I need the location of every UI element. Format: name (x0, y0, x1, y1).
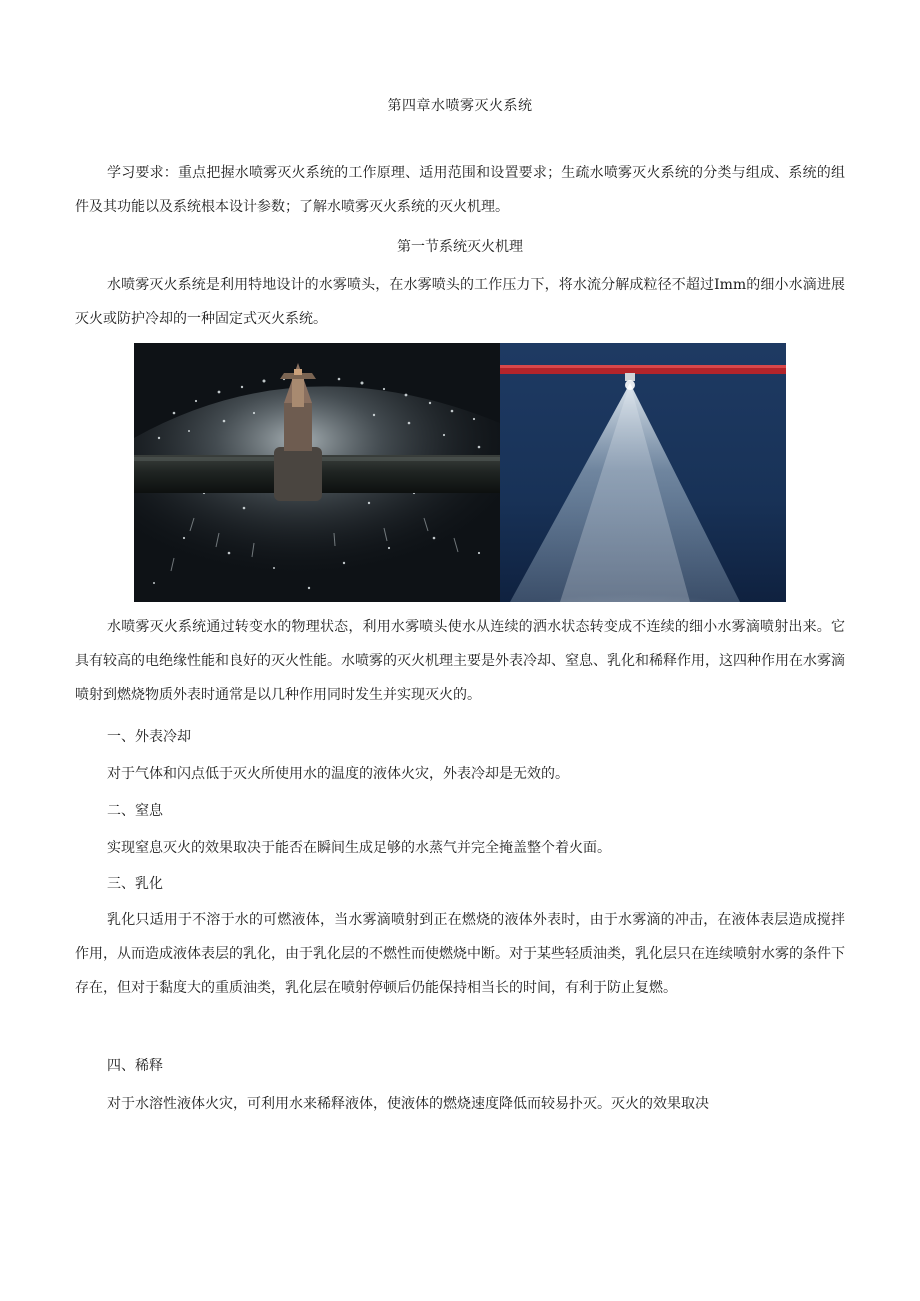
definition-paragraph: 水喷雾灭火系统是利用特地设计的水雾喷头，在水雾喷头的工作压力下，将水流分解成粒径不超过Imm的细小水滴进展灭火或防护冷却的一种固定式灭火系统。 (75, 277, 845, 327)
mist-cone-photo (500, 343, 786, 602)
water-spray-nozzle-photo (134, 343, 500, 602)
emulsification-paragraph: 乳化只适用于不溶于水的可燃液体，当水雾滴喷射到正在燃烧的液体外表时，由于水雾滴的冲击，在液体表层造成搅拌作用，从而造成液体表层的乳化，由于乳化层的不燃性而使燃烧中断。对于某些轻质油类，乳化层只在连续喷射水雾的条件下存在，但对于黏度大的重质油类，乳化层在喷射停顿后仍能保持相当长的时间，有利于防止复燃。 (75, 912, 845, 996)
chapter-title: 第四章水喷雾灭火系统 (387, 98, 533, 114)
dilution-paragraph: 对于水溶性液体火灾，可利用水来稀释液体，使液体的燃烧速度降低而较易扑灭。灭火的效果取决 (107, 1096, 709, 1112)
surface-cooling-paragraph: 对于气体和闪点低于灭火所使用水的温度的液体火灾，外表冷却是无效的。 (107, 766, 569, 782)
mechanism-paragraph: 水喷雾灭火系统通过转变水的物理状态，利用水雾喷头使水从连续的洒水状态转变成不连续的细小水雾滴喷射出来。它具有较高的电绝缘性能和良好的灭火性能。水喷雾的灭火机理主要是外表冷却、窒息、乳化和稀释作用，这四种作用在水雾滴喷射到燃烧物质外表时通常是以几种作用同时发生并实现灭火的。 (75, 619, 845, 703)
learning-requirements: 学习要求：重点把握水喷雾灭火系统的工作原理、适用范围和设置要求；生疏水喷雾灭火系统的分类与组成、系统的组件及其功能以及系统根本设计参数；了解水喷雾灭火系统的灭火机理。 (75, 165, 845, 215)
heading-emulsification: 三、乳化 (107, 876, 163, 892)
heading-dilution: 四、稀释 (107, 1058, 163, 1074)
section-title: 第一节系统灭火机理 (397, 239, 523, 255)
heading-suffocation: 二、窒息 (107, 803, 163, 819)
suffocation-paragraph: 实现窒息灭火的效果取决于能否在瞬间生成足够的水蒸气并完全掩盖整个着火面。 (107, 840, 611, 856)
heading-surface-cooling: 一、外表冷却 (107, 729, 191, 745)
